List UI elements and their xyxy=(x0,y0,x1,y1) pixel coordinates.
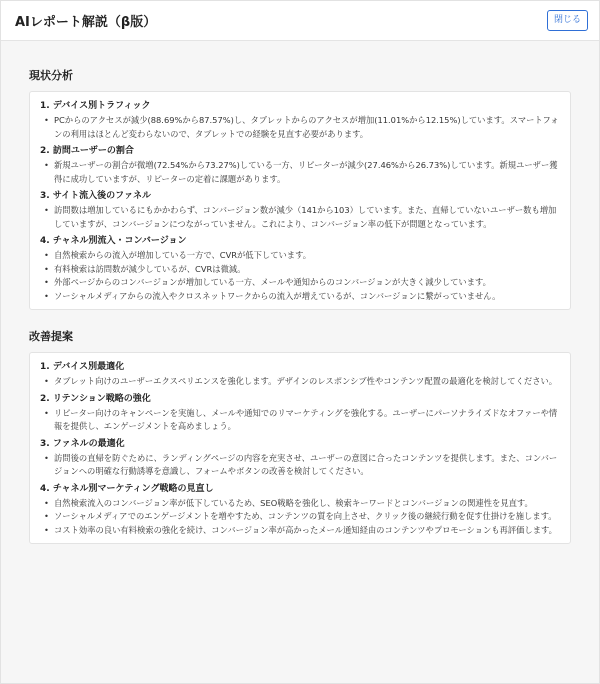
item-title: 1. デバイス別最適化 xyxy=(40,362,125,372)
item-title: 2. 訪問ユーザーの割合 xyxy=(40,146,134,156)
item-title: 3. サイト流入後のファネル xyxy=(40,191,152,201)
dialog-title: AIレポート解説（β版） xyxy=(15,15,157,30)
bullet-item: • コスト効率の良い有料検索の強化を続け、コンバージョン率が高かったメール通知経由のコンテンツやプロモーションも再評価します。 xyxy=(40,524,560,538)
bullet-item: • 新規ユーザーの割合が微増(72.54%から73.27%)している一方、リピーターが減少(27.46%から26.73%)しています。新規ユーザー獲得に成功していますが、リピーターの定着に課題があります。 xyxy=(40,159,560,186)
item-title: 4. チャネル別マーケティング戦略の見直し xyxy=(40,483,214,494)
dialog-header xyxy=(1,1,599,41)
item-title: 3. ファネルの最適化 xyxy=(40,438,125,449)
section-title-improvement-proposals: 改善提案 xyxy=(29,330,73,343)
bullet-item: • リピーター向けのキャンペーンを実施し、メールや通知でのリマーケティングを強化する。ユーザーにパーソナライズドなオファーや情報を提供し、エンゲージメントを高めましょう。 xyxy=(40,407,560,434)
bullet-item: • 訪問数は増加しているにもかかわらず、コンバージョン数が減少（141から103）しています。また、直帰していないユーザー数も増加していますが、コンバージョンにつながっていません。これにより、コンバージョン率の低下が問題となっています。 xyxy=(40,204,560,231)
bullet-item: • 自然検索流入のコンバージョン率が低下しているため、SEO戦略を強化し、検索キーワードとコンバージョンの関連性を見直す。 xyxy=(40,497,560,511)
improvement-proposals-card xyxy=(29,352,571,544)
bullet-list xyxy=(40,452,560,479)
bullet-item: • 自然検索からの流入が増加している一方で、CVRが低下しています。 xyxy=(40,249,560,263)
dialog-body xyxy=(1,41,599,544)
bullet-item: • 訪問後の直帰を防ぐために、ランディングページの内容を充実させ、ユーザーの意図に合ったコンテンツを提供します。また、コンバージョンへの明確な行動誘導を意識し、フォームやボタンの改善を検討してください。 xyxy=(40,452,560,479)
bullet-list xyxy=(40,114,560,141)
bullet-item: • タブレット向けのユーザーエクスペリエンスを強化します。デザインのレスポンシブ性やコンテンツ配置の最適化を検討してください。 xyxy=(40,375,560,389)
bullet-item: • ソーシャルメディアでのエンゲージメントを増やすため、コンテンツの質を向上させ、クリック後の継続行動を促す仕掛けを施します。 xyxy=(40,510,560,524)
bullet-item: • ソーシャルメディアからの流入やクロスネットワークからの流入が増えているが、コンバージョンに繋がっていません。 xyxy=(40,290,560,304)
item-title: 4. チャネル別流入・コンバージョン xyxy=(40,236,187,246)
bullet-list xyxy=(40,375,560,389)
bullet-list xyxy=(40,249,560,303)
close-button[interactable]: 閉じる xyxy=(547,10,588,31)
bullet-list xyxy=(40,407,560,434)
current-analysis-card xyxy=(29,91,571,310)
bullet-list xyxy=(40,204,560,231)
item-title: 1. デバイス別トラフィック xyxy=(40,101,151,111)
bullet-list xyxy=(40,497,560,538)
item-title: 2. リテンション戦略の強化 xyxy=(40,393,151,404)
bullet-item: • 有料検索は訪問数が減少しているが、CVRは微減。 xyxy=(40,263,560,277)
section-title-current-analysis: 現状分析 xyxy=(29,69,73,82)
bullet-list xyxy=(40,159,560,186)
bullet-item: • PCからのアクセスが減少(88.69%から87.57%)し、タブレットからのアクセスが増加(11.01%から12.15%)しています。スマートフォンの利用はほとんど変わらないので、タブレットでの経験を見直す必要があります。 xyxy=(40,114,560,141)
bullet-item: • 外部ページからのコンバージョンが増加している一方、メールや通知からのコンバージョンが大きく減少しています。 xyxy=(40,276,560,290)
